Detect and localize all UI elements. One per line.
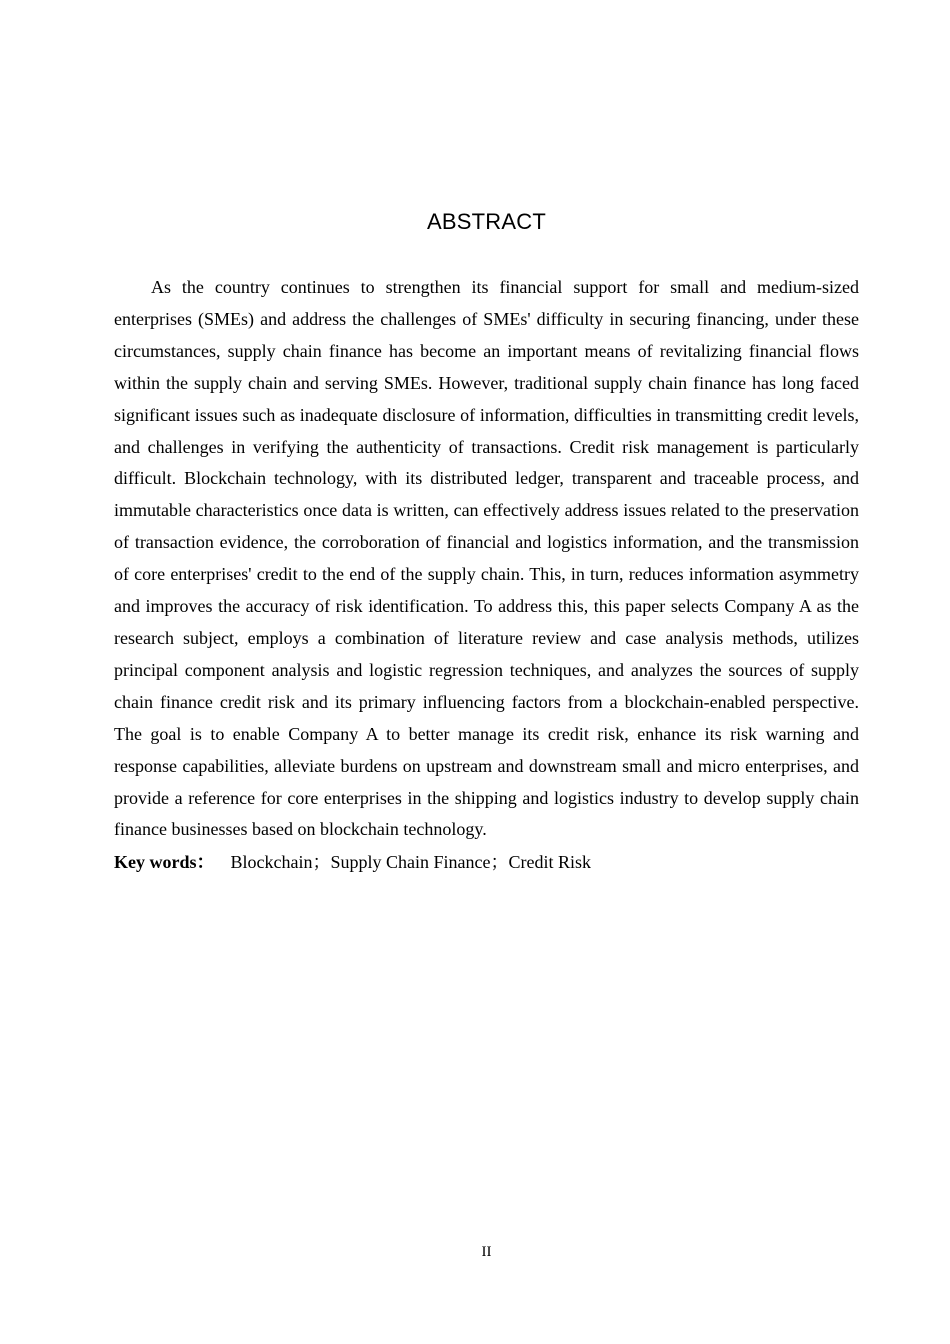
keywords-line	[114, 847, 859, 879]
page-number: II	[481, 1244, 492, 1260]
abstract-title: ABSTRACT	[427, 209, 546, 234]
keywords-list: Blockchain；Supply Chain Finance；Credit Risk	[230, 852, 591, 872]
keywords-label: Key words：	[114, 852, 215, 872]
abstract-body: As the country continues to strengthen its financial support for small and medium-sized enterprises (SMEs) and address the challenges of SMEs' difficulty in securing financing, under these circumstances, supply chain finance has become an important means of revitalizing financial flows within the supply chain and serving SMEs. However, traditional supply chain finance has long faced significant issues such as inadequate disclosure of information, difficulties in transmitting credit levels, and challenges in verifying the authenticity of transactions. Credit risk management is particularly difficult. Blockchain technology, with its distributed ledger, transparent and traceable process, and immutable characteristics once data is written, can effectively address issues related to the preservation of transaction evidence, the corroboration of financial and logistics information, and the transmission of core enterprises' credit to the end of the supply chain. This, in turn, reduces information asymmetry and improves the accuracy of risk identification. To address this, this paper selects Company A as the research subject, employs a combination of literature review and case analysis methods, utilizes principal component analysis and logistic regression techniques, and analyzes the sources of supply chain finance credit risk and its primary influencing factors from a blockchain-enabled perspective. The goal is to enable Company A to better manage its credit risk, enhance its risk warning and response capabilities, alleviate burdens on upstream and downstream small and micro enterprises, and provide a reference for core enterprises in the shipping and logistics industry to develop supply chain finance businesses based on blockchain technology.	[114, 277, 859, 840]
